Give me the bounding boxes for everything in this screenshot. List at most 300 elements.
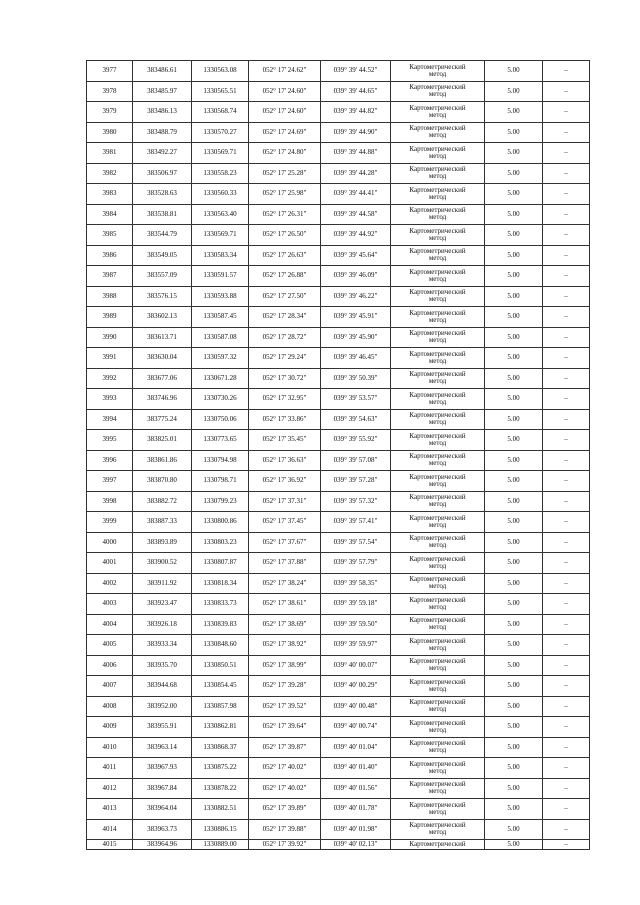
precision-cell: 5.00 — [485, 553, 543, 574]
precision-cell: 5.00 — [485, 286, 543, 307]
method-line2: метод — [428, 315, 447, 324]
table-row — [87, 737, 590, 758]
method-line2: метод — [428, 213, 447, 222]
x-coordinate-cell: 383935.70 — [133, 655, 192, 676]
method-cell — [391, 307, 485, 328]
point-number-cell: 3996 — [87, 450, 133, 471]
longitude-cell: 039° 40' 00.07" — [321, 655, 391, 676]
y-coordinate-cell: 1330593.88 — [192, 286, 249, 307]
method-cell — [391, 676, 485, 697]
x-coordinate-cell: 383630.04 — [133, 348, 192, 369]
method-line2: метод — [428, 356, 447, 365]
y-coordinate-cell: 1330563.40 — [192, 204, 249, 225]
latitude-cell: 052° 17' 37.45" — [249, 512, 321, 533]
latitude-cell: 052° 17' 36.92" — [249, 471, 321, 492]
method-cell — [391, 122, 485, 143]
latitude-cell: 052° 17' 26.50" — [249, 225, 321, 246]
method-line1: Картометрический — [409, 554, 466, 563]
point-number-cell: 4010 — [87, 737, 133, 758]
table-row — [87, 102, 590, 123]
dash-cell: – — [543, 676, 590, 697]
y-coordinate-cell: 1330818.34 — [192, 573, 249, 594]
table-row — [87, 81, 590, 102]
point-number-cell: 3992 — [87, 368, 133, 389]
y-coordinate-cell: 1330569.71 — [192, 225, 249, 246]
latitude-cell: 052° 17' 36.63" — [249, 450, 321, 471]
precision-cell: 5.00 — [485, 614, 543, 635]
latitude-cell: 052° 17' 38.61" — [249, 594, 321, 615]
table-row — [87, 163, 590, 184]
latitude-cell: 052° 17' 39.88" — [249, 819, 321, 840]
method-cell — [391, 102, 485, 123]
method-line2: метод — [428, 479, 447, 488]
method-line1: Картометрический — [409, 411, 466, 420]
precision-cell: 5.00 — [485, 266, 543, 287]
method-line1: Картометрический — [409, 821, 466, 830]
method-cell — [391, 819, 485, 840]
method-line1: Картометрический — [409, 840, 466, 848]
x-coordinate-cell: 383944.68 — [133, 676, 192, 697]
point-number-cell: 3978 — [87, 81, 133, 102]
dash-cell: – — [543, 143, 590, 164]
method-cell — [391, 655, 485, 676]
method-line2: метод — [428, 541, 447, 550]
latitude-cell: 052° 17' 24.62" — [249, 61, 321, 82]
y-coordinate-cell: 1330750.06 — [192, 409, 249, 430]
x-coordinate-cell: 383861.86 — [133, 450, 192, 471]
longitude-cell: 039° 39' 46.22" — [321, 286, 391, 307]
method-line1: Картометрический — [409, 534, 466, 543]
method-line2: метод — [428, 459, 447, 468]
table-row — [87, 204, 590, 225]
dash-cell: – — [543, 471, 590, 492]
longitude-cell: 039° 39' 44.90" — [321, 122, 391, 143]
table-row — [87, 799, 590, 820]
latitude-cell: 052° 17' 28.72" — [249, 327, 321, 348]
precision-cell: 5.00 — [485, 655, 543, 676]
precision-cell: 5.00 — [485, 676, 543, 697]
longitude-cell: 039° 40' 00.74" — [321, 717, 391, 738]
latitude-cell: 052° 17' 29.24" — [249, 348, 321, 369]
x-coordinate-cell: 383677.06 — [133, 368, 192, 389]
dash-cell: – — [543, 163, 590, 184]
y-coordinate-cell: 1330862.81 — [192, 717, 249, 738]
latitude-cell: 052° 17' 40.02" — [249, 758, 321, 779]
method-line1: Картометрический — [409, 616, 466, 625]
table-row — [87, 512, 590, 533]
latitude-cell: 052° 17' 24.80" — [249, 143, 321, 164]
dash-cell: – — [543, 430, 590, 451]
dash-cell: – — [543, 102, 590, 123]
table-row — [87, 409, 590, 430]
latitude-cell: 052° 17' 39.92" — [249, 840, 321, 850]
y-coordinate-cell: 1330560.33 — [192, 184, 249, 205]
method-line2: метод — [428, 807, 447, 816]
dash-cell: – — [543, 61, 590, 82]
point-number-cell: 4013 — [87, 799, 133, 820]
precision-cell: 5.00 — [485, 348, 543, 369]
x-coordinate-cell: 383746.96 — [133, 389, 192, 410]
x-coordinate-cell: 383900.52 — [133, 553, 192, 574]
x-coordinate-cell: 383923.47 — [133, 594, 192, 615]
longitude-cell: 039° 39' 55.92" — [321, 430, 391, 451]
x-coordinate-cell: 383506.97 — [133, 163, 192, 184]
precision-cell: 5.00 — [485, 840, 543, 850]
longitude-cell: 039° 39' 57.32" — [321, 491, 391, 512]
method-line1: Картометрический — [409, 780, 466, 789]
method-line2: метод — [428, 233, 447, 242]
latitude-cell: 052° 17' 32.95" — [249, 389, 321, 410]
point-number-cell: 3977 — [87, 61, 133, 82]
method-cell — [391, 573, 485, 594]
dash-cell: – — [543, 327, 590, 348]
method-cell — [391, 163, 485, 184]
method-cell — [391, 512, 485, 533]
point-number-cell: 4006 — [87, 655, 133, 676]
x-coordinate-cell: 383967.84 — [133, 778, 192, 799]
dash-cell: – — [543, 512, 590, 533]
point-number-cell: 3999 — [87, 512, 133, 533]
dash-cell: – — [543, 184, 590, 205]
method-cell — [391, 696, 485, 717]
method-line2: метод — [428, 623, 447, 632]
x-coordinate-cell: 383870.80 — [133, 471, 192, 492]
y-coordinate-cell: 1330583.34 — [192, 245, 249, 266]
precision-cell: 5.00 — [485, 327, 543, 348]
method-line1: Картометрический — [409, 636, 466, 645]
dash-cell: – — [543, 286, 590, 307]
method-line1: Картометрический — [409, 226, 466, 235]
method-line1: Картометрический — [409, 165, 466, 174]
x-coordinate-cell: 383933.34 — [133, 635, 192, 656]
longitude-cell: 039° 40' 00.29" — [321, 676, 391, 697]
table-row — [87, 368, 590, 389]
method-line1: Картометрический — [409, 144, 466, 153]
y-coordinate-cell: 1330868.37 — [192, 737, 249, 758]
precision-cell: 5.00 — [485, 594, 543, 615]
method-line2: метод — [428, 561, 447, 570]
x-coordinate-cell: 383911.92 — [133, 573, 192, 594]
x-coordinate-cell: 383964.96 — [133, 840, 192, 850]
method-line1: Картометрический — [409, 349, 466, 358]
dash-cell: – — [543, 122, 590, 143]
method-cell — [391, 245, 485, 266]
y-coordinate-cell: 1330878.22 — [192, 778, 249, 799]
dash-cell: – — [543, 204, 590, 225]
precision-cell: 5.00 — [485, 737, 543, 758]
method-line2: метод — [428, 705, 447, 714]
latitude-cell: 052° 17' 24.60" — [249, 102, 321, 123]
latitude-cell: 052° 17' 39.52" — [249, 696, 321, 717]
table-row — [87, 348, 590, 369]
method-line1: Картометрический — [409, 718, 466, 727]
method-cell — [391, 553, 485, 574]
point-number-cell: 4005 — [87, 635, 133, 656]
dash-cell: – — [543, 819, 590, 840]
method-line1: Картометрический — [409, 575, 466, 584]
method-cell — [391, 81, 485, 102]
latitude-cell: 052° 17' 37.88" — [249, 553, 321, 574]
method-cell — [391, 286, 485, 307]
method-line2: метод — [428, 110, 447, 119]
latitude-cell: 052° 17' 39.89" — [249, 799, 321, 820]
x-coordinate-cell: 383952.00 — [133, 696, 192, 717]
y-coordinate-cell: 1330848.60 — [192, 635, 249, 656]
method-line2: метод — [428, 90, 447, 99]
precision-cell: 5.00 — [485, 450, 543, 471]
method-cell — [391, 594, 485, 615]
precision-cell: 5.00 — [485, 717, 543, 738]
y-coordinate-cell: 1330798.71 — [192, 471, 249, 492]
method-line1: Картометрический — [409, 657, 466, 666]
table-row — [87, 327, 590, 348]
table-row — [87, 307, 590, 328]
dash-cell: – — [543, 368, 590, 389]
y-coordinate-cell: 1330800.86 — [192, 512, 249, 533]
x-coordinate-cell: 383964.04 — [133, 799, 192, 820]
y-coordinate-cell: 1330563.08 — [192, 61, 249, 82]
y-coordinate-cell: 1330569.71 — [192, 143, 249, 164]
dash-cell: – — [543, 389, 590, 410]
x-coordinate-cell: 383775.24 — [133, 409, 192, 430]
latitude-cell: 052° 17' 24.69" — [249, 122, 321, 143]
method-cell — [391, 635, 485, 656]
method-line1: Картометрический — [409, 431, 466, 440]
method-line1: Картометрический — [409, 452, 466, 461]
method-line2: метод — [428, 725, 447, 734]
table-row — [87, 491, 590, 512]
dash-cell: – — [543, 245, 590, 266]
method-line2: метод — [428, 438, 447, 447]
x-coordinate-cell: 383963.73 — [133, 819, 192, 840]
y-coordinate-cell: 1330807.87 — [192, 553, 249, 574]
method-line2: метод — [428, 274, 447, 283]
x-coordinate-cell: 383488.79 — [133, 122, 192, 143]
point-number-cell: 4004 — [87, 614, 133, 635]
method-line1: Картометрический — [409, 472, 466, 481]
point-number-cell: 3986 — [87, 245, 133, 266]
longitude-cell: 039° 39' 45.91" — [321, 307, 391, 328]
point-number-cell: 4012 — [87, 778, 133, 799]
method-line1: Картометрический — [409, 267, 466, 276]
coordinates-table — [86, 60, 590, 850]
latitude-cell: 052° 17' 25.28" — [249, 163, 321, 184]
latitude-cell: 052° 17' 30.72" — [249, 368, 321, 389]
table-row — [87, 143, 590, 164]
point-number-cell: 3989 — [87, 307, 133, 328]
latitude-cell: 052° 17' 38.99" — [249, 655, 321, 676]
y-coordinate-cell: 1330587.45 — [192, 307, 249, 328]
method-cell — [391, 491, 485, 512]
table-row — [87, 471, 590, 492]
method-line1: Картометрический — [409, 370, 466, 379]
method-line1: Картометрический — [409, 62, 466, 71]
method-cell — [391, 409, 485, 430]
y-coordinate-cell: 1330886.15 — [192, 819, 249, 840]
method-line1: Картометрический — [409, 513, 466, 522]
x-coordinate-cell: 383963.14 — [133, 737, 192, 758]
table-row — [87, 286, 590, 307]
dash-cell: – — [543, 594, 590, 615]
table-row — [87, 245, 590, 266]
longitude-cell: 039° 40' 01.98" — [321, 819, 391, 840]
dash-cell: – — [543, 635, 590, 656]
method-line2: метод — [428, 151, 447, 160]
point-number-cell: 4009 — [87, 717, 133, 738]
method-cell — [391, 389, 485, 410]
x-coordinate-cell: 383486.61 — [133, 61, 192, 82]
method-line2: метод — [428, 602, 447, 611]
method-line1: Картометрический — [409, 247, 466, 256]
method-line1: Картометрический — [409, 288, 466, 297]
method-cell — [391, 737, 485, 758]
method-cell — [391, 204, 485, 225]
table-row — [87, 594, 590, 615]
precision-cell: 5.00 — [485, 573, 543, 594]
table-row — [87, 819, 590, 840]
method-cell — [391, 532, 485, 553]
table-row — [87, 614, 590, 635]
longitude-cell: 039° 40' 02.13" — [321, 840, 391, 850]
precision-cell: 5.00 — [485, 368, 543, 389]
document-page — [86, 60, 589, 850]
latitude-cell: 052° 17' 40.02" — [249, 778, 321, 799]
precision-cell: 5.00 — [485, 819, 543, 840]
method-line1: Картометрический — [409, 493, 466, 502]
method-line2: метод — [428, 69, 447, 78]
method-line1: Картометрический — [409, 390, 466, 399]
longitude-cell: 039° 39' 59.97" — [321, 635, 391, 656]
point-number-cell: 3984 — [87, 204, 133, 225]
longitude-cell: 039° 39' 44.28" — [321, 163, 391, 184]
precision-cell: 5.00 — [485, 61, 543, 82]
y-coordinate-cell: 1330839.83 — [192, 614, 249, 635]
longitude-cell: 039° 39' 58.35" — [321, 573, 391, 594]
x-coordinate-cell: 383967.93 — [133, 758, 192, 779]
table-row — [87, 778, 590, 799]
table-row — [87, 532, 590, 553]
precision-cell: 5.00 — [485, 532, 543, 553]
point-number-cell: 3995 — [87, 430, 133, 451]
method-line2: метод — [428, 828, 447, 837]
y-coordinate-cell: 1330591.57 — [192, 266, 249, 287]
latitude-cell: 052° 17' 39.64" — [249, 717, 321, 738]
latitude-cell: 052° 17' 37.31" — [249, 491, 321, 512]
point-number-cell: 4002 — [87, 573, 133, 594]
method-cell — [391, 430, 485, 451]
point-number-cell: 3987 — [87, 266, 133, 287]
table-row — [87, 655, 590, 676]
point-number-cell: 4014 — [87, 819, 133, 840]
method-line2: метод — [428, 520, 447, 529]
point-number-cell: 4015 — [87, 840, 133, 850]
longitude-cell: 039° 40' 01.40" — [321, 758, 391, 779]
point-number-cell: 4011 — [87, 758, 133, 779]
method-line2: метод — [428, 254, 447, 263]
y-coordinate-cell: 1330882.51 — [192, 799, 249, 820]
x-coordinate-cell: 383549.05 — [133, 245, 192, 266]
table-row — [87, 696, 590, 717]
dash-cell: – — [543, 409, 590, 430]
latitude-cell: 052° 17' 38.24" — [249, 573, 321, 594]
dash-cell: – — [543, 225, 590, 246]
latitude-cell: 052° 17' 33.86" — [249, 409, 321, 430]
precision-cell: 5.00 — [485, 778, 543, 799]
precision-cell: 5.00 — [485, 225, 543, 246]
longitude-cell: 039° 39' 53.57" — [321, 389, 391, 410]
precision-cell: 5.00 — [485, 81, 543, 102]
longitude-cell: 039° 39' 57.08" — [321, 450, 391, 471]
dash-cell: – — [543, 348, 590, 369]
longitude-cell: 039° 39' 44.41" — [321, 184, 391, 205]
x-coordinate-cell: 383486.13 — [133, 102, 192, 123]
x-coordinate-cell: 383557.09 — [133, 266, 192, 287]
method-line1: Картометрический — [409, 83, 466, 92]
method-line1: Картометрический — [409, 800, 466, 809]
latitude-cell: 052° 17' 26.63" — [249, 245, 321, 266]
latitude-cell: 052° 17' 28.34" — [249, 307, 321, 328]
method-cell — [391, 614, 485, 635]
point-number-cell: 3998 — [87, 491, 133, 512]
method-line2: метод — [428, 131, 447, 140]
longitude-cell: 039° 39' 44.82" — [321, 102, 391, 123]
table-row — [87, 450, 590, 471]
point-number-cell: 3980 — [87, 122, 133, 143]
dash-cell: – — [543, 799, 590, 820]
y-coordinate-cell: 1330597.32 — [192, 348, 249, 369]
precision-cell: 5.00 — [485, 512, 543, 533]
longitude-cell: 039° 39' 44.92" — [321, 225, 391, 246]
longitude-cell: 039° 39' 57.41" — [321, 512, 391, 533]
point-number-cell: 3991 — [87, 348, 133, 369]
longitude-cell: 039° 39' 44.58" — [321, 204, 391, 225]
method-line2: метод — [428, 397, 447, 406]
table-row — [87, 840, 590, 850]
longitude-cell: 039° 39' 45.64" — [321, 245, 391, 266]
method-cell — [391, 778, 485, 799]
point-number-cell: 3988 — [87, 286, 133, 307]
x-coordinate-cell: 383825.01 — [133, 430, 192, 451]
precision-cell: 5.00 — [485, 184, 543, 205]
dash-cell: – — [543, 737, 590, 758]
method-line2: метод — [428, 787, 447, 796]
y-coordinate-cell: 1330671.28 — [192, 368, 249, 389]
method-line1: Картометрический — [409, 206, 466, 215]
precision-cell: 5.00 — [485, 409, 543, 430]
x-coordinate-cell: 383544.79 — [133, 225, 192, 246]
y-coordinate-cell: 1330875.22 — [192, 758, 249, 779]
method-line1: Картометрический — [409, 185, 466, 194]
precision-cell: 5.00 — [485, 696, 543, 717]
y-coordinate-cell: 1330833.73 — [192, 594, 249, 615]
method-line2: метод — [428, 766, 447, 775]
y-coordinate-cell: 1330565.51 — [192, 81, 249, 102]
table-row — [87, 184, 590, 205]
method-line2: метод — [428, 377, 447, 386]
method-line1: Картометрический — [409, 103, 466, 112]
method-cell — [391, 266, 485, 287]
precision-cell: 5.00 — [485, 122, 543, 143]
latitude-cell: 052° 17' 38.69" — [249, 614, 321, 635]
method-line2: метод — [428, 192, 447, 201]
longitude-cell: 039° 39' 44.52" — [321, 61, 391, 82]
method-cell — [391, 184, 485, 205]
x-coordinate-cell: 383492.27 — [133, 143, 192, 164]
method-line2: метод — [428, 295, 447, 304]
table-row — [87, 573, 590, 594]
x-coordinate-cell: 383538.81 — [133, 204, 192, 225]
method-cell — [391, 717, 485, 738]
